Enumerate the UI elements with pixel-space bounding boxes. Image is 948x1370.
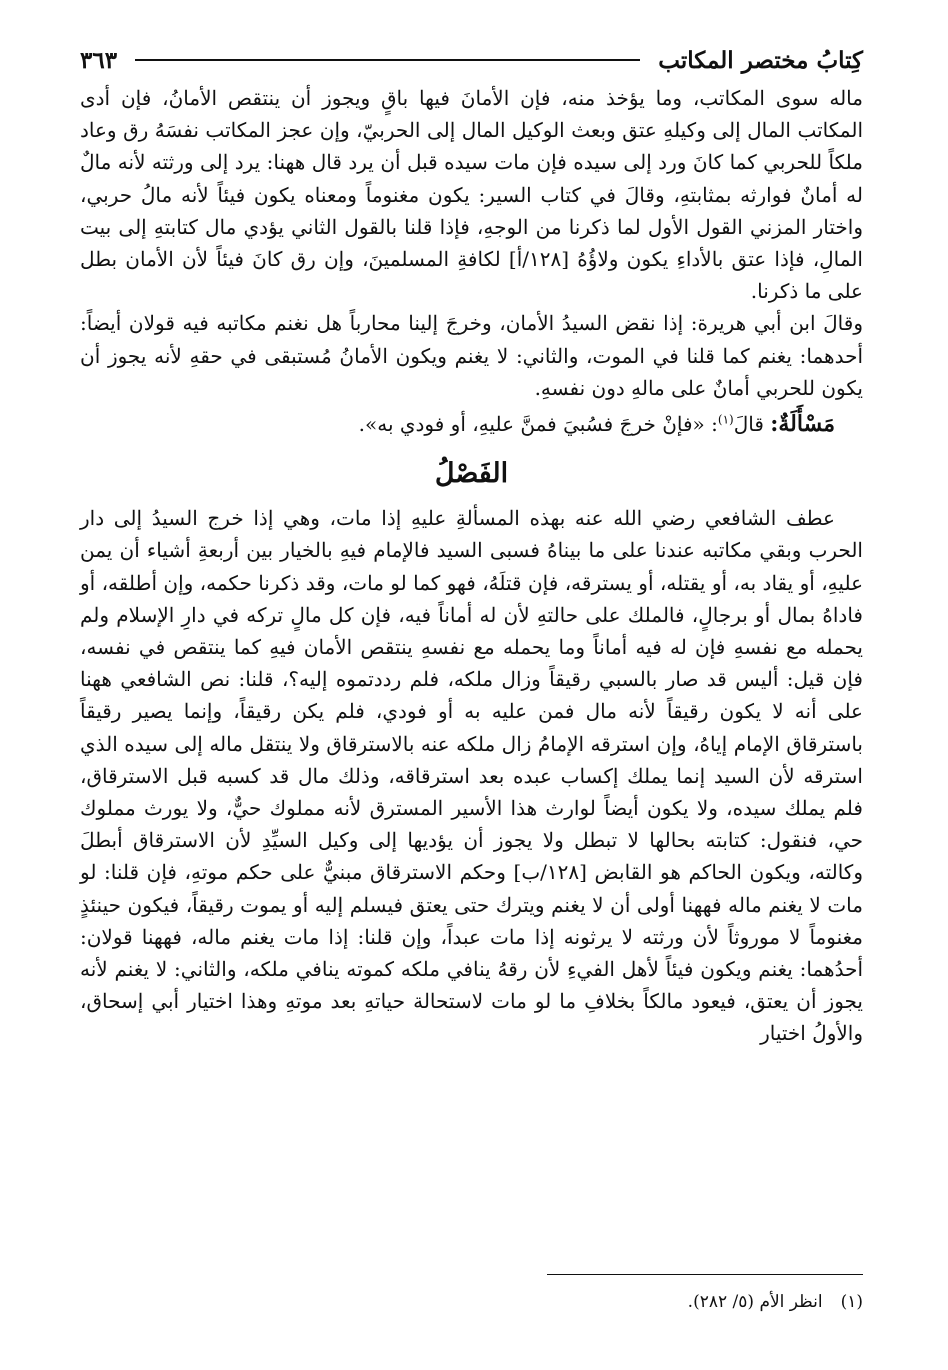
running-title: كِتابُ مختصر المكاتب (658, 46, 863, 74)
page-number: ٣٦٣ (80, 46, 118, 74)
masala-paragraph (80, 408, 863, 440)
paragraph-2: وقالَ ابن أبي هريرة: إذا نقض السيدُ الأمان، وخرجَ إلينا محارباً هل نغنم مكاتبه فيه قولان أيضاً: أحدهما: يغنم كما قلنا في الموت، والثاني: لا يغنم ويكون الأمانُ مُستبقى في حقهِ لأنه يجوز أن يكون للحربي أمانٌ على مالهِ دون نفسهِ. (80, 311, 863, 400)
footnote-rule (547, 1274, 863, 1275)
footnote (80, 1289, 863, 1315)
main-text (80, 82, 863, 1050)
masala-said: قالَ (733, 412, 764, 437)
header-rule (135, 59, 640, 61)
footnote-ref: (١) (717, 412, 734, 427)
footnote-area (80, 1274, 863, 1315)
page-header (80, 38, 863, 82)
paragraph-1: ماله سوى المكاتب، وما يؤخذ منه، فإن الأمانَ فيها باقٍ ويجوز أن ينتقص الأمانُ، فإن أدى المكاتب المال إلى وكيلهِ عتق وبعث الوكيل المال إلى الحربيّ، وإن عجز المكاتب نفسَهُ رق وعاد ملكاً للحربي كما كانَ ورد إلى سيده فإن مات سيده قبل أن يرد قال ههنا: يرد إلى ورثته لأنه مالٌ له أمانٌ فوارثه بمثابتهِ، وقالَ في كتاب السير: يكون مغنوماً ومعناه يكون فيئاً لأنه مالُ حربي، واختار المزني القول الأول لما ذكرنا من الوجهِ، فإذا قلنا بالقول الثاني يؤدي مال كتابتهِ إلى بيت المالِ، فإذا عتق بالأداءِ يكون ولاؤُهُ [١٢٨/أ] لكافةِ المسلمينَ، وإن رق كانَ فيئاً لأن الأمان بطل على ما ذكرنا. (80, 86, 863, 304)
masala-quote: : «فإنْ خرجَ فسُبيَ فمنَّ عليهِ، أو فودي به». (358, 412, 718, 437)
footnote-number: (١) (840, 1292, 863, 1312)
paragraph-3: عطف الشافعي رضي الله عنه بهذه المسألةِ عليهِ إذا مات، وهي إذا خرج السيدُ إلى دار الحرب وبقي مكاتبه عندنا على ما بيناهُ فسبى السيد فالإمام فيهِ بالخيار بين أربعةِ أشياء أن يمن عليهِ، أو يقاد به، أو يقتله، أو يسترقه، فإن قتلَهُ، فهو كما لو مات، وقد ذكرنا حكمه، وإن أطلقه، أو فاداهُ بمال أو برجالٍ، فالملك على حالتهِ لأن له أماناً فيه، فإن كل مالٍ تركه في دارِ الإسلام ولم يحمله مع نفسهِ فإن له فيه أماناً وما يحمله مع نفسهِ ينتقص الأمان فيهِ كما ينتقص في نفسه، فإن قيل: أليس قد صار بالسبي رقيقاً وزال ملكه، فلم رددتموه إليه؟، قلنا: نص الشافعي ههنا على أنه لا يكون رقيقاً لأنه مال فمن عليه به أو فودي، فلم يكن رقيقاً، وإنما يصير رقيقاً باسترقاق الإمام إياهُ، وإن استرقه الإمامُ زال ملكه عنه بالاسترقاق ولا ينتقل ماله إلى سيده الذي استرقه لأن السيد إنما يملك إكساب عبده بعد استرقاقه، وذلك مال قد كسبه قبل الاسترقاق، فلم يملك سيده، ولا يكون أيضاً لوارث هذا الأسير المسترق لأنه مملوك حيٌّ، ولا يورث مملوك حي، فنقول: كتابته بحالها لا تبطل ولا يجوز أن يؤديها إلى وكيل السيِّدِ لأن الاسترقاق أبطلَ وكالته، ويكون الحاكم هو القابض [١٢٨/ب] وحكم الاسترقاق مبنيٌّ على حكم موتهِ، فإن قلنا: لو مات لا يغنم ماله فههنا أولى أن لا يغنم ويترك حتى يعتق فيسلم إليه أو يموت رقيقاً، فيكون حينئذٍ مغنوماً لا موروثاً لأن ورثته لا يرثونه إذا مات عبداً، وإن قلنا: إذا مات يغنم ماله، فههنا قولان: أحدُهما: يغنم ويكون فيئاً لأهل الفيءِ لأن رقهُ ينافي ملكه كموته ينافي ملكه، والثاني: لا يغنم لأنه يجوز أن يعتق، فيعود مالكاً بخلافِ ما لو مات لاستحالة حياتهِ بعد موتهِ وهذا اختيار أبي إسحاق، والأولُ اختيار (80, 506, 863, 1046)
footnote-text: انظر الأم (٥/ ٢٨٢). (687, 1292, 823, 1312)
section-heading: الفَصْلُ (434, 458, 509, 490)
masala-label: مَسْأَلَةٌ: (770, 411, 835, 438)
page (80, 38, 863, 1338)
